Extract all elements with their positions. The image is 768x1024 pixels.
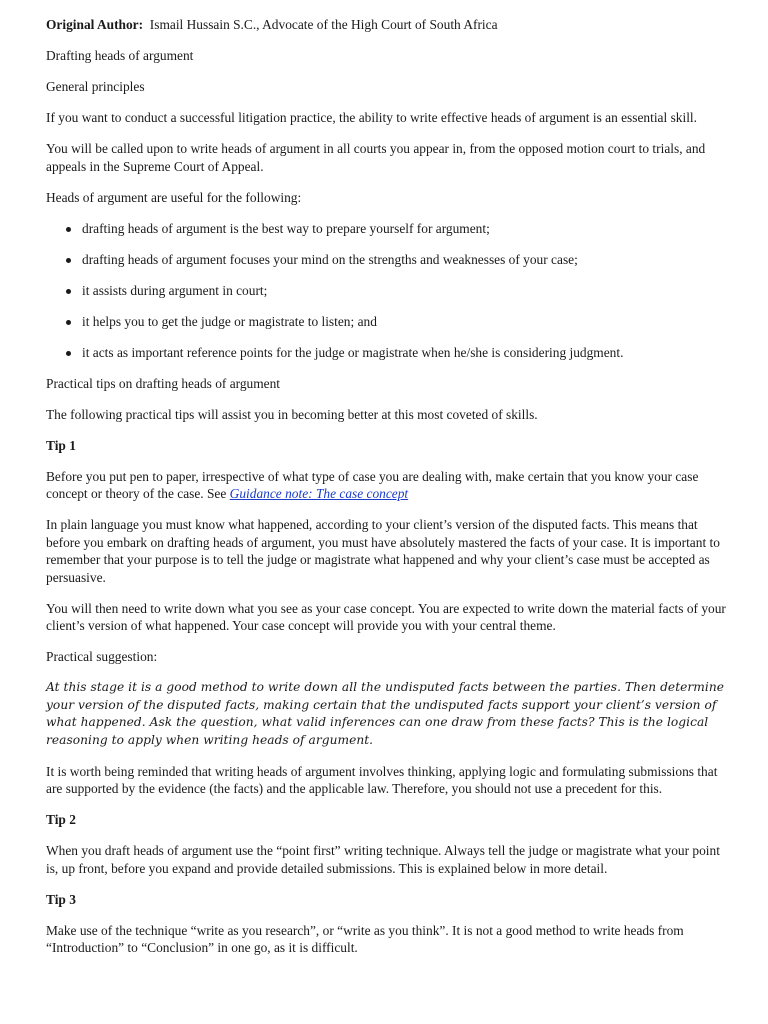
paragraph: You will then need to write down what you see as your case concept. You are expected to write down the material facts of your client’s version of what happened. Your case concept will provide you with your central theme. [46,600,726,633]
tip-1-text: Before you put pen to paper, irrespective of what type of case you are dealing with, make certain that you know your case concept or theory of the case. See [46,468,699,501]
list-item-text: it acts as important reference points for the judge or magistrate when he/she is considering judgment. [82,344,624,360]
author-name: Ismail Hussain S.C., Advocate of the High Court of South Africa [149,17,498,32]
paragraph: You will be called upon to write heads of argument in all courts you appear in, from the opposed motion court to trials, and appeals in the Supreme Court of Appeal. [46,141,706,174]
tip-1-paragraph [46,468,726,503]
paragraph: In plain language you must know what happened, according to your client’s version of the disputed facts. This means that before you embark on drafting heads of argument, you must have absolutely mastered the facts of your case. It is important to remember that your purpose is to tell the judge or magistrate what happened and why your client’s case must be accepted as persuasive. [46,517,720,585]
tip-2-heading: Tip 2 [46,812,76,827]
paragraph: It is worth being reminded that writing heads of argument involves thinking, applying logic and formulating submissions that are supported by the evidence (the facts) and the applicable law. Therefore, you should not use a precedent for this. [46,763,718,796]
section-heading-general: General principles [46,79,145,94]
list-item [46,251,726,269]
bullet-icon [66,320,71,325]
document-page [46,16,726,970]
list-item-text: it assists during argument in court; [82,282,268,298]
bullet-icon [66,351,71,356]
bullet-list [46,220,726,362]
document-title: Drafting heads of argument [46,48,194,63]
list-item [46,313,726,331]
paragraph: The following practical tips will assist you in becoming better at this most coveted of skills. [46,406,538,422]
practical-suggestion-label: Practical suggestion: [46,649,158,664]
paragraph: Heads of argument are useful for the following: [46,189,302,205]
paragraph: When you draft heads of argument use the “point first” writing technique. Always tell the judge or magistrate what your point is, up front, before you expand and provide detailed submissions. This is explained below in more detail. [46,843,720,876]
bullet-icon [66,227,71,232]
list-item-text: it helps you to get the judge or magistrate to listen; and [82,313,377,329]
paragraph: Make use of the technique “write as you research”, or “write as you think”. It is not a good method to write heads from “Introduction” to “Conclusion” in one go, as it is difficult. [46,922,684,955]
case-concept-link[interactable]: Guidance note: The case concept [229,486,409,501]
tip-3-heading: Tip 3 [46,891,76,907]
author-line [46,16,726,34]
bullet-icon [66,289,71,294]
section-heading-practical: Practical tips on drafting heads of argument [46,375,281,391]
list-item [46,344,726,362]
list-item-text: drafting heads of argument is the best way to prepare yourself for argument; [82,220,490,236]
practical-suggestion-text: At this stage it is a good method to write down all the undisputed facts between the parties. Then determine your version of the disputed facts, making certain that the undisputed facts support your client’s version of what happened. Ask the question, what valid inferences can one draw from these facts? This is the logical reasoning to apply when writing heads of argument. [46,680,724,747]
list-item [46,282,726,300]
tip-1-heading: Tip 1 [46,437,76,453]
list-item-text: drafting heads of argument focuses your mind on the strengths and weaknesses of your case; [82,251,578,267]
paragraph: If you want to conduct a successful litigation practice, the ability to write effective heads of argument is an essential skill. [46,110,697,125]
list-item [46,220,726,238]
author-label: Original Author: [46,17,144,32]
bullet-icon [66,258,71,263]
